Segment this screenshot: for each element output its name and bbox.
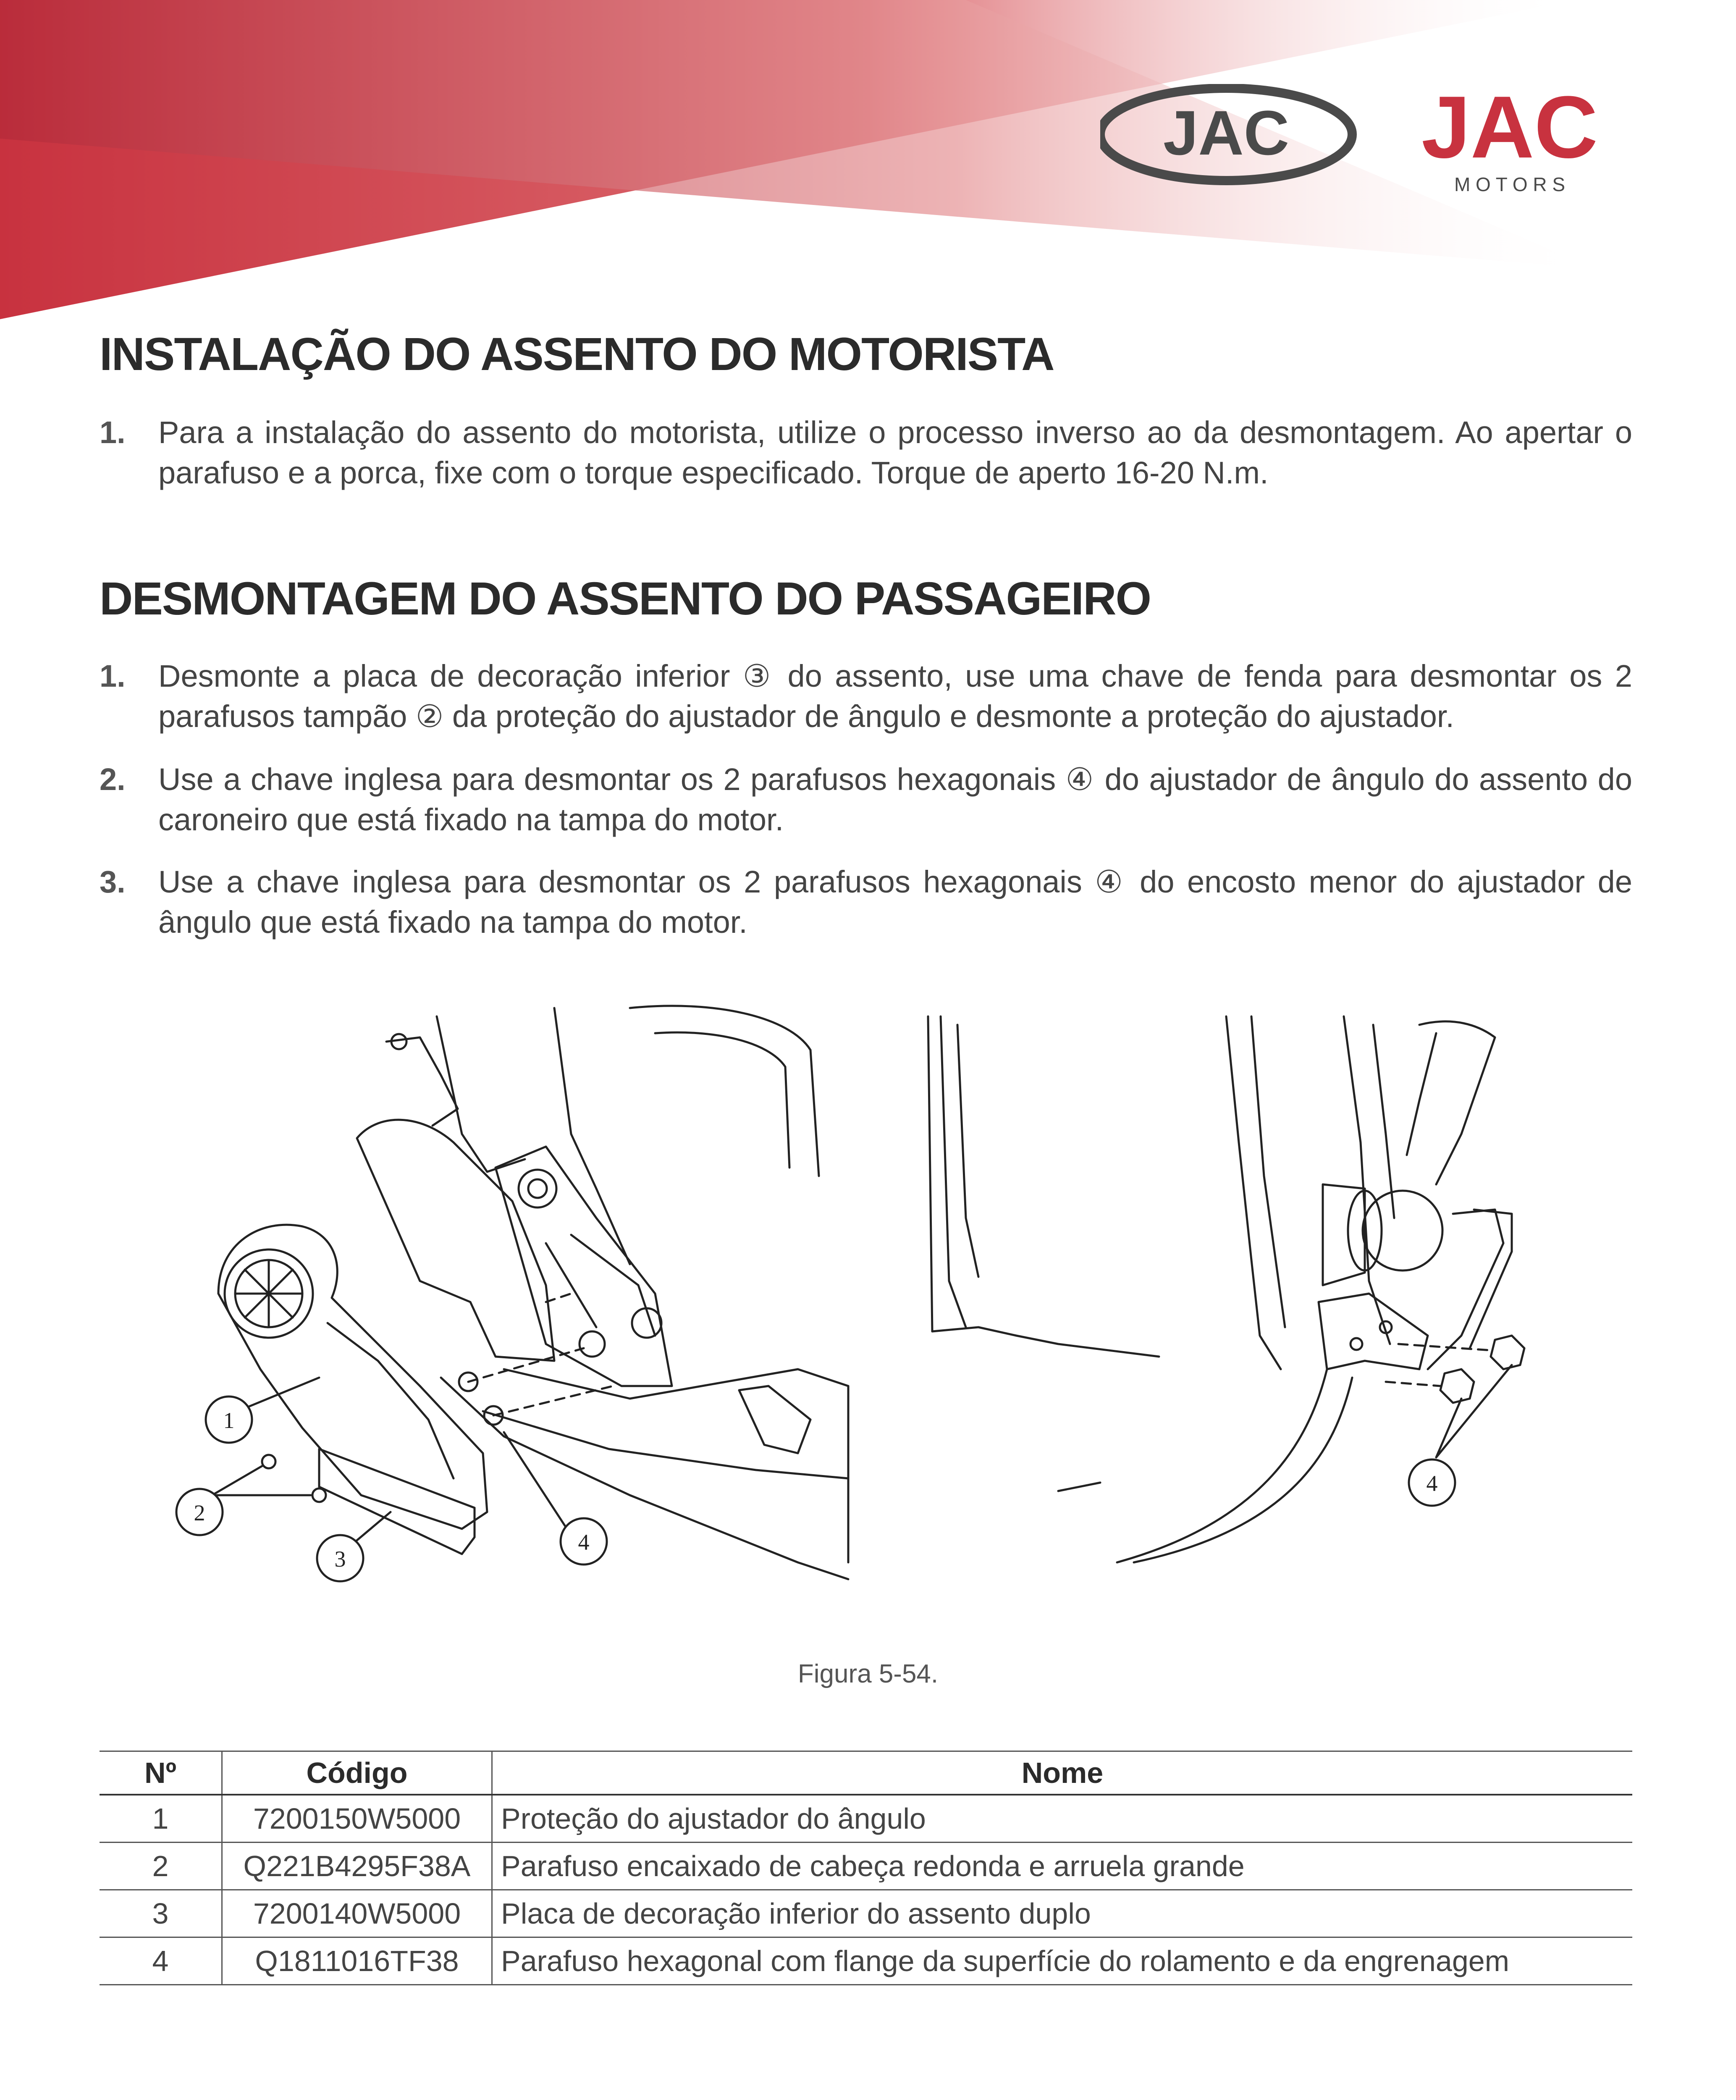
section-title-disassembly: DESMONTAGEM DO ASSENTO DO PASSAGEIRO <box>100 573 1151 625</box>
table-row <box>100 1843 1632 1890</box>
cell-name: Proteção do ajustador do ângulo <box>492 1795 1633 1843</box>
item-number: 2. <box>100 762 126 797</box>
figure-caption: Figura 5-54. <box>797 1659 939 1688</box>
callout-3 <box>317 1535 363 1581</box>
cell-num: 3 <box>100 1890 222 1937</box>
svg-text:1: 1 <box>223 1408 235 1433</box>
item-number: 1. <box>100 415 126 450</box>
item-text: Use a chave inglesa para desmontar os 2 parafusos hexagonais ④ do encosto menor do ajustador de ângulo que está fixado na tampa do motor. <box>158 864 1632 940</box>
table-header-row <box>100 1751 1632 1795</box>
item-text: Use a chave inglesa para desmontar os 2 parafusos hexagonais ④ do ajustador de ângulo do assento do caroneiro que está fixado na tampa do motor. <box>158 762 1632 837</box>
wordmark: JAC <box>1421 84 1598 176</box>
header-name: Nome <box>492 1751 1633 1795</box>
cell-name: Parafuso hexagonal com flange da superfície do rolamento e da engrenagem <box>492 1937 1633 1985</box>
cell-code: Q221B4295F38A <box>222 1843 492 1890</box>
table-row <box>100 1937 1632 1985</box>
svg-text:4: 4 <box>1426 1471 1438 1496</box>
cell-name: Placa de decoração inferior do assento duplo <box>492 1890 1633 1937</box>
svg-text:2: 2 <box>194 1500 205 1525</box>
wordmark-sub: M O T O R S <box>1454 173 1566 195</box>
item-number: 1. <box>100 659 126 693</box>
cell-num: 2 <box>100 1843 222 1890</box>
table-row <box>100 1795 1632 1843</box>
item-text: Desmonte a placa de decoração inferior ③ do assento, use uma chave de fenda para desmontar os 2 parafusos tampão ② da proteção do ajustador de ângulo e desmonte a proteção do ajustador. <box>158 659 1632 734</box>
header-code: Código <box>222 1751 492 1795</box>
svg-text:4: 4 <box>578 1530 590 1555</box>
cell-name: Parafuso encaixado de cabeça redonda e arruela grande <box>492 1843 1633 1890</box>
cell-code: 7200140W5000 <box>222 1890 492 1937</box>
list-item <box>100 862 1632 942</box>
jac-motors-logo <box>1100 84 1655 202</box>
cell-code: Q1811016TF38 <box>222 1937 492 1985</box>
parts-table <box>100 1751 1632 1985</box>
list-item <box>100 656 1632 737</box>
seat-adjuster-diagram <box>0 1000 1736 1609</box>
table-row <box>100 1890 1632 1937</box>
callout-4-left <box>561 1518 607 1564</box>
cell-num: 1 <box>100 1795 222 1843</box>
header-num: Nº <box>100 1751 222 1795</box>
callout-4-right <box>1409 1460 1455 1506</box>
left-seat-drawing <box>212 1006 848 1579</box>
item-text: Para a instalação do assento do motorista, utilize o processo inverso ao da desmontagem. Ao apertar o parafuso e a porca, fixe com o torque especificado. Torque de aperto 16-20 N.m. <box>158 415 1632 490</box>
section-title-installation: INSTALAÇÃO DO ASSENTO DO MOTORISTA <box>100 328 1054 380</box>
callout-1 <box>206 1396 252 1443</box>
list-item <box>100 759 1632 840</box>
emblem-text: JAC <box>1163 97 1290 168</box>
svg-text:3: 3 <box>334 1546 346 1572</box>
list-item <box>100 412 1632 493</box>
callout-2 <box>176 1489 223 1535</box>
cell-code: 7200150W5000 <box>222 1795 492 1843</box>
cell-num: 4 <box>100 1937 222 1985</box>
item-number: 3. <box>100 864 126 899</box>
